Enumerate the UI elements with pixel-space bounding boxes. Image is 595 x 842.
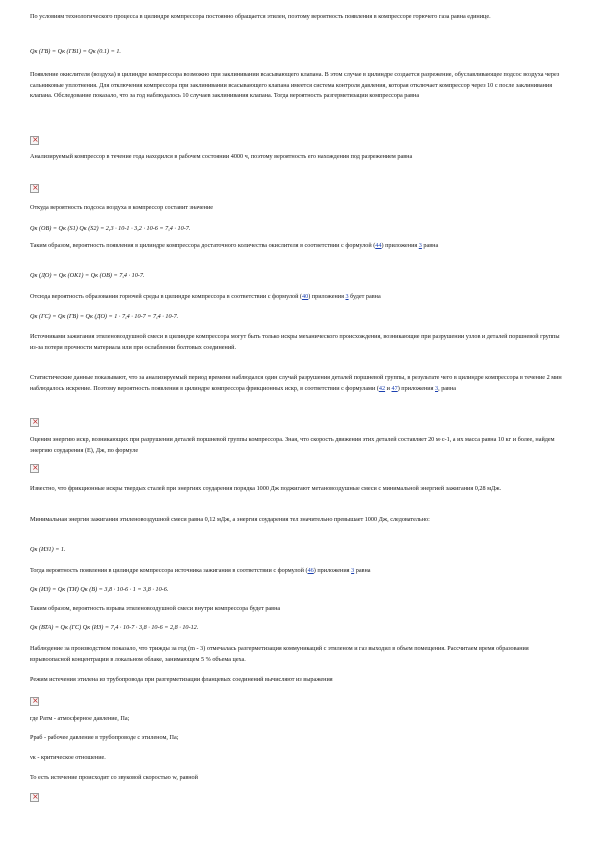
broken-image-icon (30, 464, 39, 473)
broken-image-icon (30, 418, 39, 427)
paragraph-ignition-sources: Источниками зажигания этиленовоздушной смеси в цилиндре компрессора могут быть только искры механического происхождения, возникающие при разрушении узлов и деталей поршневой группы из-за потери прочности материала или при ослаблении болтовых соединений. (30, 333, 560, 351)
paragraph-working-state: Анализируемый компрессор в течение года находился в рабочем состоянии 4000 ч, поэтому вероятность его нахождения под разрежением равна (30, 153, 413, 160)
paragraph-atm-pressure: где Ратм - атмосферное давление, Па; (30, 715, 130, 722)
paragraph-depressurization: Наблюдение за производством показало, что трижды за год (m - 3) отмечалась разгерметизация коммуникаций с этиленом и газ выходил в объем помещения. Рассчитаем время образования взрывоопасной концентрации в локальном облаке, занимающем 5 % объема цеха. (30, 645, 529, 663)
appendix-link[interactable]: 3 (351, 567, 355, 574)
paragraph-statistics: Статистические данные показывают, что за анализируемый период времени наблюдался один случай разрушения деталей поршневой группы, в результате чего в цилиндре компрессора в течение 2 мин наблюдалось искрение. Поэтому вероятность появления в цилиндре компрессора фрикционных искр, в соответствии с формулами (42 и 47) приложения 3, равна (30, 374, 562, 392)
paragraph-working-pressure: Рраб - рабочее давление в трубопроводе с этиленом, Па; (30, 734, 179, 741)
formula-oxidizer: Qк (ДО) = Qк (ОК1) = Qк (ОВ) = 7,4 · 10-7. (30, 272, 145, 279)
formula-explosion: Qк (ВТА) = Qк (ГС) Qк (ИЗ) = 7,4 · 10-7 · 3,8 · 10-6 = 2,8 · 10-12. (30, 624, 199, 631)
paragraph-combustible-medium: Отсюда вероятность образования горючей среды в цилиндре компрессора в соответствии с формулой (40) приложения 3 будет равна (30, 293, 381, 300)
paragraph-outflow-mode: Режим истечения этилена из трубопровода при разгерметизации фланцевых соединений вычисляют из выражения (30, 676, 333, 683)
broken-image-icon (30, 793, 39, 802)
formula-air-suction: Qк (ОВ) = Qк (S1) Qк (S2) = 2,3 · 10-1 · 3,2 · 10-6 = 7,4 · 10-7. (30, 225, 191, 232)
formula-link[interactable]: 47 (391, 384, 398, 392)
paragraph-critical-ratio: νк - критическое отношение. (30, 754, 106, 761)
formula-gas-probability: Qк (ГВ) = Qк (ГВ1) = Qк (0.1) = 1. (30, 48, 121, 55)
paragraph-friction-sparks: Известно, что фрикционные искры твердых сталей при энергиях соударения порядка 1000 Дж поджигают метановоздушные смеси с минимальной энергией зажигания 0,28 мДж. (30, 485, 502, 492)
paragraph-oxidizer-result: Таким образом, вероятность появления в цилиндре компрессора достаточного количества окислителя в соответствии с формулой (44) приложения 3 равна (30, 242, 439, 249)
broken-image-icon (30, 697, 39, 706)
paragraph-oxidizer-appearance: Появление окислителя (воздуха) в цилиндре компрессора возможно при заклинивании всасывающего клапана. В этом случае в цилиндре создается разрежение, обуславливающее подсос воздуха через сальниковые уплотнения. Для отключения компрессора при заклинивании всасывающего клапана имеется система контроля давления, которая отключает компрессор через 10 с после заклинивания клапана. Обследование показало, что за год наблюдалось 10 случаев заклинивания клапана. Тогда вероятность разгерметизации компрессора равна (30, 71, 560, 100)
paragraph-min-ignition-energy: Минимальная энергия зажигания этиленовоздушной смеси равна 0,12 мДж, а энергия соударения тел значительно превышает 1000 Дж, следовательно: (30, 516, 430, 523)
paragraph-spark-energy: Оценим энергию искр, возникающих при разрушении деталей поршневой группы компрессора. Зная, что скорость движения этих деталей составляет 20 м·с-1, а их масса равна 10 кг и более, найдем энергию соударения (E), Дж, по формуле (30, 436, 555, 454)
broken-image-icon (30, 136, 39, 145)
appendix-link[interactable]: 3 (345, 293, 349, 300)
paragraph-ignition-source-probability: Тогда вероятность появления в цилиндре компрессора источника зажигания в соответствии с формулой (46) приложения 3 равна (30, 567, 371, 574)
formula-link[interactable]: 44 (375, 242, 382, 249)
broken-image-icon (30, 184, 39, 193)
appendix-link[interactable]: 3 (418, 242, 422, 249)
formula-combustible-medium: Qк (ГС) = Qк (ГВ) = Qк (ДО) = 1 · 7,4 · 10-7 = 7,4 · 10-7. (30, 313, 179, 320)
formula-link[interactable]: 46 (307, 567, 314, 574)
formula-ignition-source: Qк (ИЗ) = Qк (ТИ) Qк (В) = 3,8 · 10-6 · 1 = 3,8 · 10-6. (30, 586, 169, 593)
paragraph-gas-presence: По условиям технологического процесса в цилиндре компрессора постоянно обращается этилен, поэтому вероятность появления в компрессоре горючего газа равна единице. (30, 13, 491, 20)
formula-link[interactable]: 42 (378, 384, 386, 392)
appendix-link[interactable]: 3 (435, 384, 439, 392)
formula-link[interactable]: 40 (302, 293, 309, 300)
paragraph-explosion-probability: Таким образом, вероятность взрыва этиленовоздушной смеси внутри компрессора будет равна (30, 605, 281, 612)
paragraph-air-suction: Откуда вероятность подсоса воздуха в компрессор составит значение (30, 204, 214, 211)
paragraph-sonic-outflow: То есть истечение происходит со звуковой скоростью w, равной (30, 774, 198, 781)
formula-ignition-1: Qк (ИЗ1) = 1. (30, 546, 66, 553)
